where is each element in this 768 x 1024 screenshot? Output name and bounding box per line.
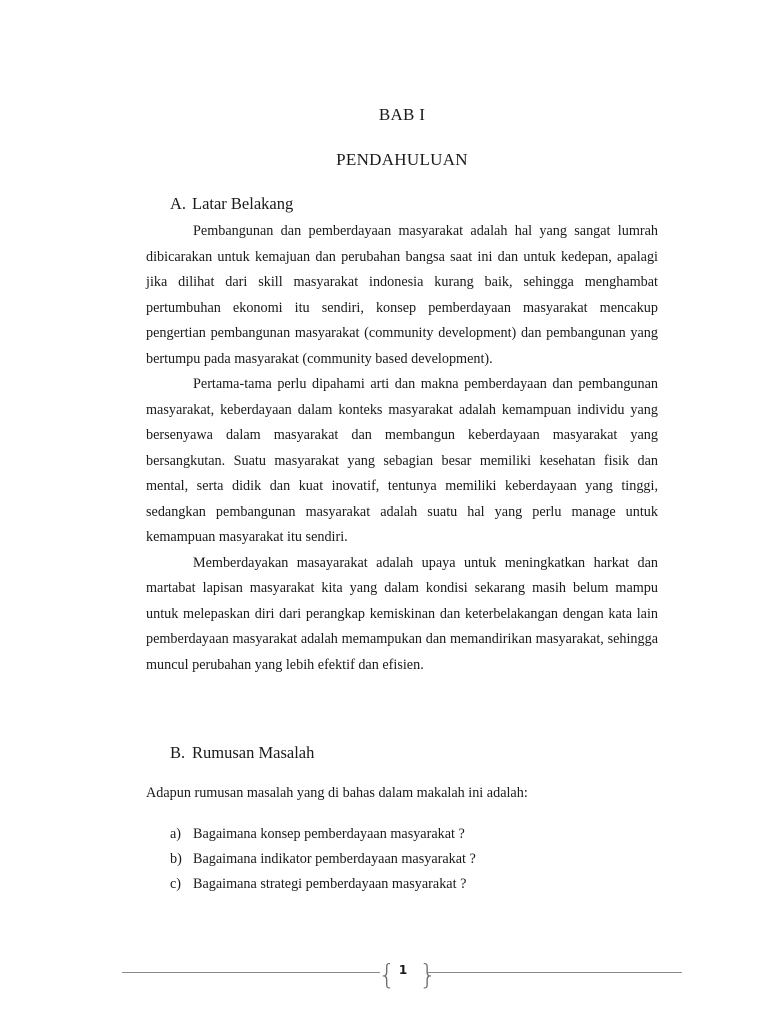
section-b-label: B.: [170, 743, 186, 762]
footer-rule-left: [122, 972, 380, 973]
list-marker: c): [170, 876, 182, 892]
section-b-title: Rumusan Masalah: [192, 743, 315, 762]
list-item-text: Bagaimana konsep pemberdayaan masyarakat ?: [193, 826, 465, 842]
chapter-title: PENDAHULUAN: [336, 150, 468, 169]
right-brace-icon: }: [419, 958, 437, 991]
list-marker: b): [170, 851, 182, 867]
list-item: [170, 847, 476, 872]
list-marker: a): [170, 826, 182, 842]
section-b-heading: [170, 743, 314, 763]
section-a-heading: [170, 194, 293, 214]
chapter-number: BAB I: [378, 105, 426, 124]
section-a-title: Latar Belakang: [192, 194, 294, 213]
list-item-text: Bagaimana strategi pemberdayaan masyarakat ?: [193, 876, 467, 892]
paragraph-2: Pertama-tama perlu dipahami arti dan makna pemberdayaan dan pembangunan masyarakat, keberdayaan dalam konteks masyarakat adalah kemampuan individu yang bersenyawa dalam masyarakat dan membangun keberdayaan masyarakat yang bersangkutan. Suatu masyarakat yang sebagian besar memiliki kesehatan fisik dan mental, serta didik dan kuat inovatif, tentunya memiliki keberdayaan yang tinggi, sedangkan pembangunan masyarakat adalah suatu hal yang perlu manage untuk kemampuan masyarakat itu sendiri.: [146, 376, 658, 545]
paragraph-1: Pembangunan dan pemberdayaan masyarakat adalah hal yang sangat lumrah dibicarakan untuk kemajuan dan perubahan bangsa saat ini dan untuk kedepan, apalagi jika dilihat dari skill masyarakat indonesia kurang baik, sehingga menghambat pertumbuhan ekonomi itu sendiri, konsep pemberdayaan masyarakat mencakup pengertian pembangunan masyarakat (community development) dan pembangunan yang bertumpu pada masyarakat (community based development).: [146, 223, 658, 367]
question-list: [170, 822, 476, 897]
list-item: [170, 822, 476, 847]
section-a-label: A.: [170, 194, 187, 213]
section-b-intro: Adapun rumusan masalah yang di bahas dalam makalah ini adalah:: [146, 785, 528, 801]
section-a-body: [146, 219, 658, 678]
list-item-text: Bagaimana indikator pemberdayaan masyarakat ?: [193, 851, 476, 867]
page-number: 1: [398, 963, 408, 977]
paragraph-3: Memberdayakan masayarakat adalah upaya untuk meningkatkan harkat dan martabat lapisan masyarakat kita yang dalam kondisi sekarang masih belum mampu untuk melepaskan diri dari perangkap kemiskinan dan keterbelakangan dengan kata lain pemberdayaan masyarakat adalah memampukan dan memandirikan masyarakat, sehingga muncul perubahan yang lebih efektif dan efisien.: [146, 554, 658, 673]
list-item: [170, 872, 476, 897]
left-brace-icon: {: [378, 958, 396, 991]
footer-rule-right: [428, 972, 682, 973]
